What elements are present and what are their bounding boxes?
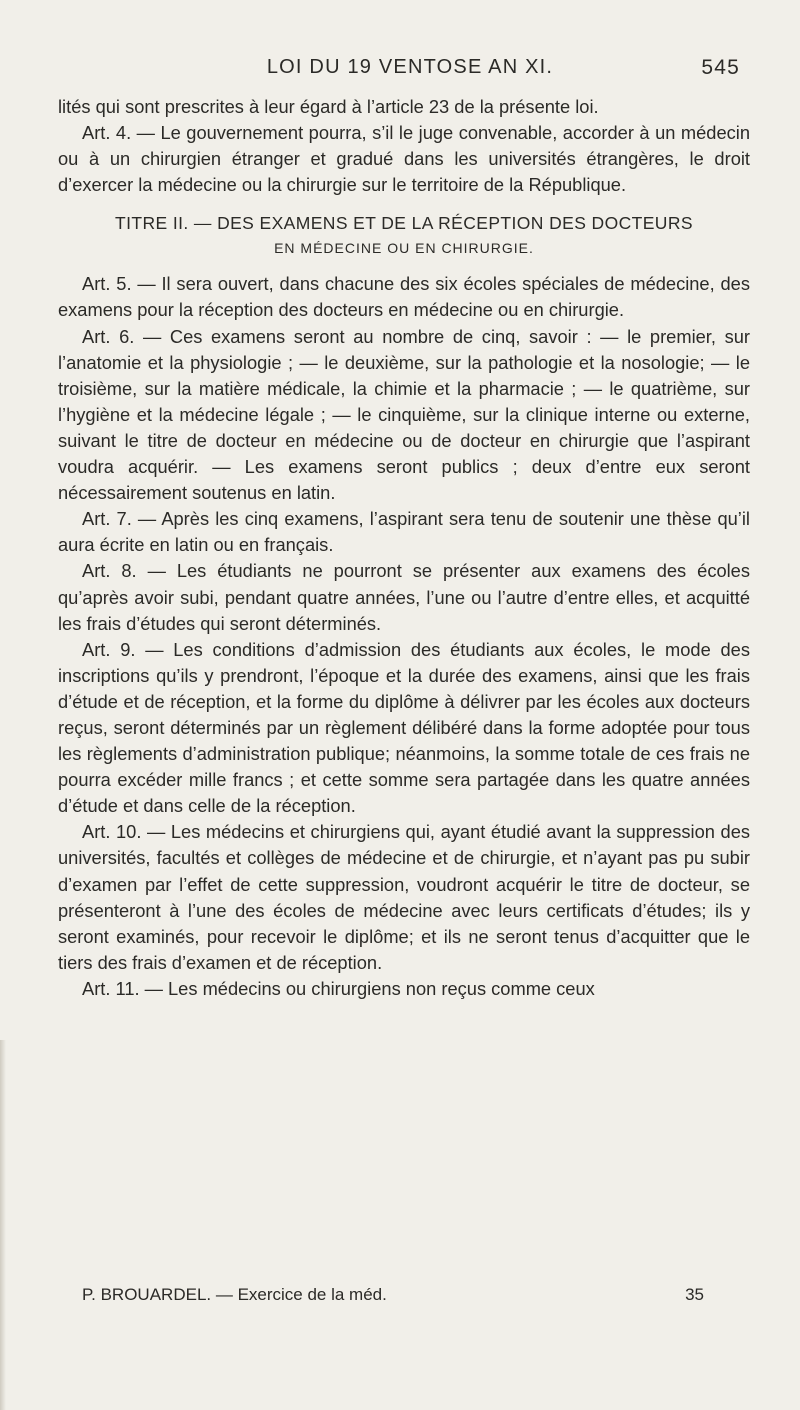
article-5: Art. 5. — Il sera ouvert, dans chacune des six écoles spéciales de médecine, des examens pour la réception des docteurs en médecine ou en chirurgie. [58,273,750,321]
article-4: Art. 4. — Le gouvernement pourra, s’il le juge convenable, accorder à un médecin ou à un chirurgien étranger et gradué dans les universités étrangères, le droit d’exercer la médecine ou la chirurgie sur le territoire de la République. [58,122,750,196]
article-9: Art. 9. — Les conditions d’admission des étudiants aux écoles, le mode des inscriptions qu’ils y prendront, l’époque et la durée des examens, ainsi que les frais d’étude et de réception, et la forme du diplôme à délivrer par les écoles aux docteurs reçus, seront déterminés par un règlement délibéré dans la forme adoptée pour tous les règlements d’administration publique; néanmoins, la somme totale de ces frais ne pourra excéder mille francs ; et cette somme sera partagée dans les quatre années d’étude et dans celle de la réception. [58,638,750,817]
footer-credit: P. BROUARDEL. — Exercice de la méd. [82,1285,387,1304]
running-title: LOI DU 19 VENTOSE AN XI. [266,56,554,78]
page-footer [82,1285,712,1311]
article-8: Art. 8. — Les étudiants ne pourront se présenter aux examens des écoles qu’après avoir subi, pendant quatre années, l’une ou l’autre d’entre elles, et acquitté les frais d’études qui seront déterminés. [58,560,750,634]
paragraph-continuation: lités qui sont prescrites à leur égard à l’article 23 de la présente loi. [58,96,599,117]
page-edge-shadow [0,1040,6,1410]
body-text [58,94,750,1002]
section-title-line-1: TITRE II. — DES EXAMENS ET DE LA RÉCEPTION DES DOCTEURS [115,213,693,234]
running-header [60,56,760,86]
page-number: 545 [701,56,740,79]
section-title [58,211,750,261]
article-6: Art. 6. — Ces examens seront au nombre de cinq, savoir : — le premier, sur l’anatomie et la physiologie ; — le deuxième, sur la pathologie et la nosologie; — le troisième, sur la matière médicale, la chimie et la pharmacie ; — le quatrième, sur l’hygiène et la médecine légale ; — le cinquième, sur la clinique interne ou externe, suivant le titre de docteur en médecine ou de docteur en chirurgie que l’aspirant voudra acquérir. — Les examens seront publics ; deux d’entre eux seront nécessairement soutenus en latin. [58,325,750,504]
article-10: Art. 10. — Les médecins et chirurgiens qui, ayant étudié avant la suppression des universités, facultés et collèges de médecine et de chirurgie, et n’ayant pas pu subir d’examen par l’effet de cette suppression, voudront acquérir le titre de docteur, se présenteront à l’une des écoles de médecine avec leurs certificats d’études; ils y seront examinés, pour recevoir le diplôme; et ils ne seront tenus d’acquitter que le tiers des frais d’examen et de réception. [58,821,750,973]
article-7: Art. 7. — Après les cinq examens, l’aspirant sera tenu de soutenir une thèse qu’il aura écrite en latin ou en français. [58,508,750,556]
article-11: Art. 11. — Les médecins ou chirurgiens non reçus comme ceux [82,977,595,999]
section-title-line-2: EN MÉDECINE OU EN CHIRURGIE. [274,240,534,257]
signature-mark: 35 [685,1285,704,1304]
